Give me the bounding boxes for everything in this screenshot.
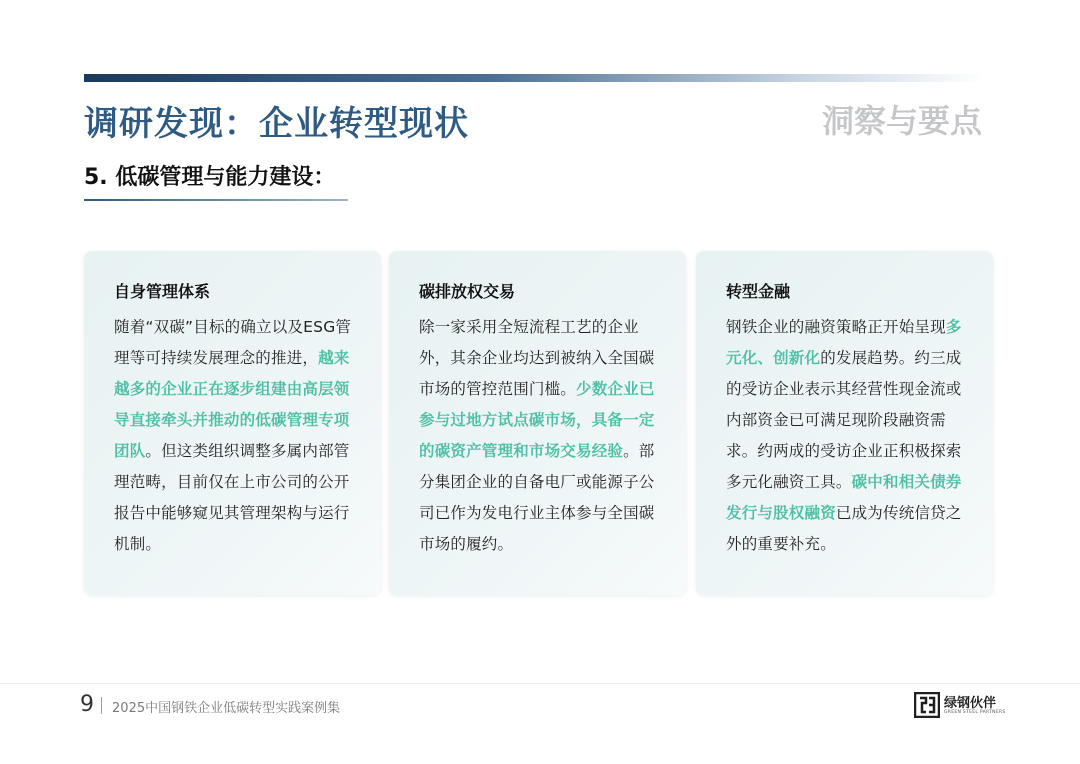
highlighted-text: 越来越多的企业正在逐步组建由高层领导直接牵头并推动的低碳管理专项团队 (114, 349, 350, 460)
footer-separator (101, 697, 102, 714)
card-self-management (84, 251, 381, 595)
body-text: 已成为传统信贷之外的重要补充。 (726, 504, 962, 553)
section-tag: 洞察与要点 (821, 102, 982, 140)
highlighted-text: 碳中和相关债券发行与股权融资 (726, 473, 962, 522)
card-body (114, 312, 357, 560)
card-body (419, 312, 662, 560)
body-text: 钢铁企业的融资策略正开始呈现 (726, 318, 946, 336)
card-title: 自身管理体系 (114, 282, 211, 301)
card-title: 碳排放权交易 (419, 282, 516, 301)
highlighted-text: 多元化、创新化 (726, 318, 962, 367)
page-number: 9 (80, 692, 94, 717)
logo-name: 绿钢伙伴 (944, 696, 997, 711)
body-text: 。但这类组织调整多属内部管理范畴，目前仅在上市公司的公开报告中能够窥见其管理架构与运行机制。 (114, 442, 350, 553)
highlighted-text: 少数企业已参与过地方试点碳市场，具备一定的碳资产管理和市场交易经验 (419, 380, 655, 460)
body-text: 。部分集团企业的自备电厂或能源子公司已作为发电行业主体参与全国碳市场的履约。 (419, 442, 655, 553)
card-title: 转型金融 (726, 282, 791, 301)
body-text: 的发展趋势。约三成的受访企业表示其经营性现金流或内部资金已可满足现阶段融资需求。约两成的受访企业正积极探索多元化融资工具。 (726, 349, 962, 491)
card-transition-finance (696, 251, 993, 595)
document-title: 2025中国钢铁企业低碳转型实践案例集 (112, 701, 341, 716)
body-text: 除一家采用全短流程工艺的企业外，其余企业均达到被纳入全国碳市场的管控范围门槛。 (419, 318, 655, 398)
section-heading: 5. 低碳管理与能力建设： (84, 165, 336, 190)
footer-divider (0, 683, 1080, 684)
logo-subtitle: GREEN STEEL PARTNERS (944, 710, 1006, 715)
body-text: 随着“双碳”目标的确立以及ESG管理等可持续发展理念的推进， (114, 318, 352, 367)
section-underline (84, 199, 348, 201)
page-title: 调研发现：企业转型现状 (84, 104, 469, 144)
header-accent-bar (84, 74, 984, 82)
logo-mark-icon (914, 692, 940, 718)
card-carbon-trading (389, 251, 686, 595)
card-body (726, 312, 969, 560)
